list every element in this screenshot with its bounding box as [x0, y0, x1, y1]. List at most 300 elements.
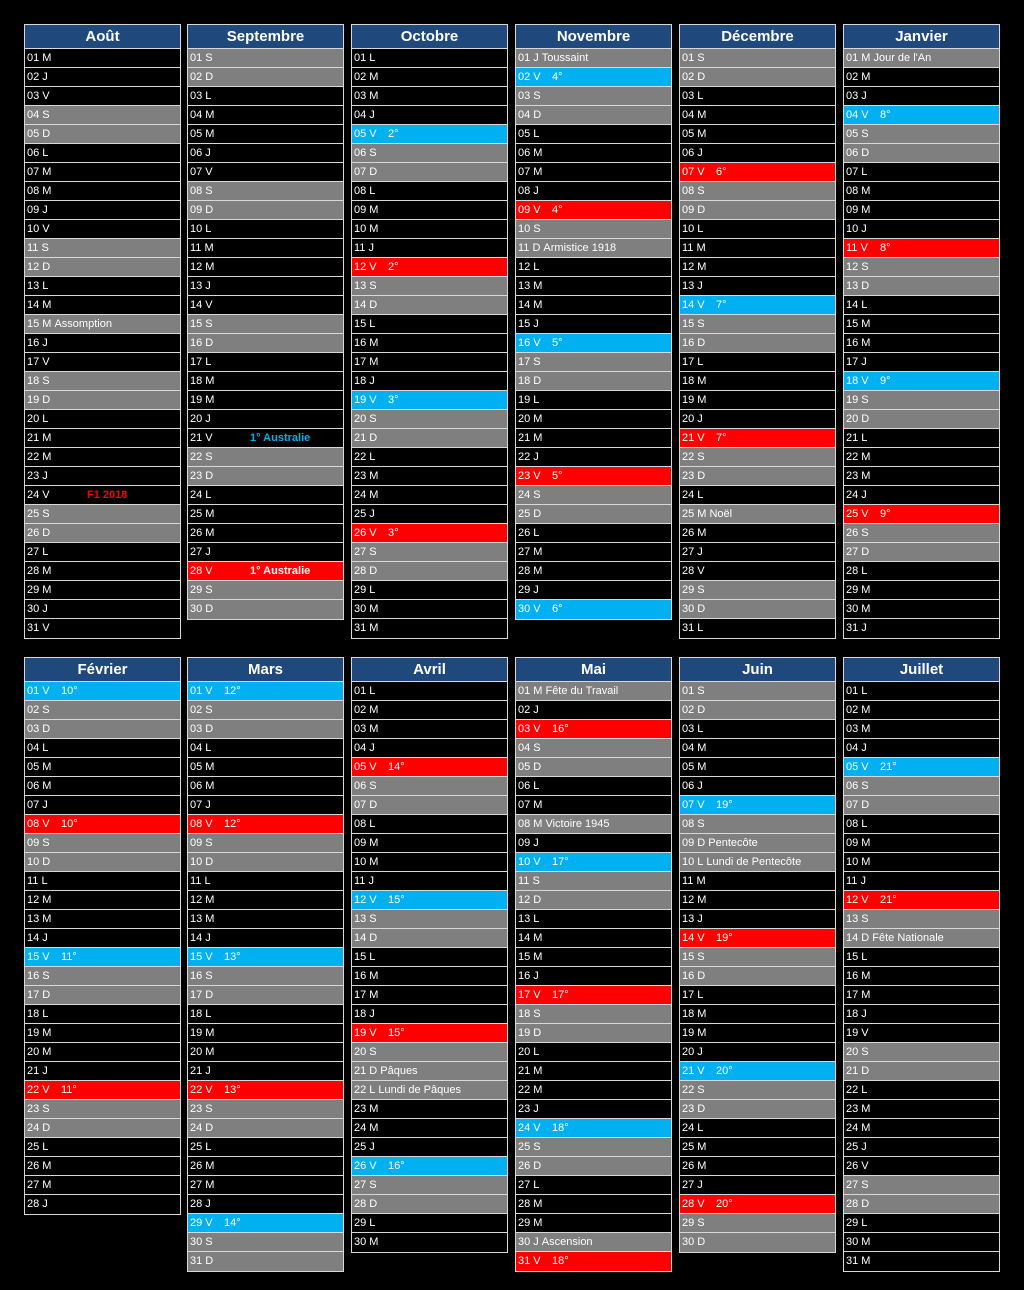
day-label: 06 L — [27, 147, 49, 159]
week-number: 7° — [716, 299, 727, 311]
day-label: 01 M — [27, 52, 52, 64]
day-row — [25, 201, 180, 220]
day-label: 25 D — [518, 508, 542, 520]
week-number: 4° — [552, 71, 563, 83]
day-row — [844, 1214, 999, 1233]
f1-season-label: F1 2018 — [87, 489, 128, 501]
day-row — [352, 277, 507, 296]
day-label: 14 M — [27, 299, 52, 311]
day-label: 04 J — [354, 109, 375, 121]
day-label: 21 V — [682, 1065, 705, 1077]
day-row — [516, 258, 671, 277]
day-label: 23 D — [682, 1103, 706, 1115]
holiday-name: Toussaint — [541, 52, 589, 64]
day-row — [516, 1252, 671, 1271]
day-label: 05 M — [27, 761, 52, 773]
month-title: Septembre — [188, 25, 343, 49]
day-label: 04 M — [682, 742, 707, 754]
week-number: 8° — [880, 109, 891, 121]
day-label: 20 S — [846, 1046, 869, 1058]
month-title: Février — [25, 658, 180, 682]
day-label: 14 V — [190, 299, 213, 311]
day-label: 12 M — [682, 261, 707, 273]
day-label: 02 J — [518, 704, 539, 716]
day-row — [516, 1119, 671, 1138]
day-row — [25, 777, 180, 796]
day-row — [188, 967, 343, 986]
day-label: 08 M — [27, 185, 52, 197]
day-label: 02 S — [190, 704, 213, 716]
day-row — [25, 315, 180, 334]
day-label: 10 D — [190, 856, 214, 868]
day-label: 05 M — [190, 761, 215, 773]
day-label: 26 M — [682, 1160, 707, 1172]
week-number: 6° — [716, 166, 727, 178]
day-label: 19 V — [354, 394, 377, 406]
week-number: 19° — [716, 932, 733, 944]
day-row — [844, 239, 999, 258]
day-label: 23 V — [518, 470, 541, 482]
day-label: 12 V — [354, 894, 377, 906]
day-label: 26 V — [846, 1160, 869, 1172]
day-row — [680, 353, 835, 372]
day-row — [352, 1214, 507, 1233]
day-label: 01 S — [190, 52, 213, 64]
day-label: 21 M — [518, 1065, 543, 1077]
day-row — [844, 720, 999, 739]
day-row — [188, 220, 343, 239]
day-row — [844, 1100, 999, 1119]
day-row — [516, 739, 671, 758]
day-row — [188, 334, 343, 353]
day-label: 24 M — [354, 489, 379, 501]
day-label: 19 M — [682, 394, 707, 406]
day-label: 27 S — [354, 546, 377, 558]
day-row — [680, 334, 835, 353]
day-label: 25 L — [27, 1141, 49, 1153]
day-row — [25, 163, 180, 182]
day-label: 09 M — [846, 837, 871, 849]
day-row — [680, 1195, 835, 1214]
day-row — [25, 581, 180, 600]
day-row — [844, 505, 999, 524]
day-label: 28 L — [846, 565, 868, 577]
day-row — [680, 872, 835, 891]
day-row — [680, 891, 835, 910]
day-label: 27 D — [846, 546, 870, 558]
day-row — [516, 701, 671, 720]
day-label: 23 D — [190, 470, 214, 482]
day-label: 15 V — [27, 951, 50, 963]
day-row — [680, 372, 835, 391]
day-row — [188, 853, 343, 872]
week-number: 14° — [224, 1217, 241, 1229]
day-row — [844, 524, 999, 543]
day-label: 02 V — [518, 71, 541, 83]
day-label: 22 L — [846, 1084, 868, 1096]
day-row — [352, 467, 507, 486]
event-label: 1° Australie — [250, 432, 311, 444]
day-row — [25, 682, 180, 701]
week-number: 15° — [388, 894, 405, 906]
day-row — [352, 581, 507, 600]
day-row — [844, 429, 999, 448]
day-label: 28 D — [846, 1198, 870, 1210]
day-row — [516, 1005, 671, 1024]
day-label: 26 M — [27, 1160, 52, 1172]
day-label: 22 V — [27, 1084, 50, 1096]
day-label: 07 D — [846, 799, 870, 811]
day-label: 10 L — [682, 223, 704, 235]
day-label: 02 D — [190, 71, 214, 83]
day-label: 08 S — [682, 185, 705, 197]
day-label: 10 L — [190, 223, 212, 235]
day-label: 04 L — [190, 742, 212, 754]
day-row — [680, 125, 835, 144]
day-label: 25 M — [682, 508, 707, 520]
day-label: 22 V — [190, 1084, 213, 1096]
day-label: 04 M — [682, 109, 707, 121]
month-2 — [351, 24, 508, 639]
day-row — [516, 220, 671, 239]
day-row — [844, 701, 999, 720]
day-label: 10 J — [846, 223, 867, 235]
day-label: 22 M — [27, 451, 52, 463]
day-row — [25, 372, 180, 391]
day-row — [516, 948, 671, 967]
day-row — [516, 1043, 671, 1062]
day-label: 04 V — [846, 109, 869, 121]
day-row — [516, 834, 671, 853]
day-label: 26 D — [518, 1160, 542, 1172]
day-label: 30 M — [846, 1236, 871, 1248]
day-label: 13 M — [190, 913, 215, 925]
day-row — [844, 1138, 999, 1157]
day-label: 24 D — [27, 1122, 51, 1134]
day-row — [844, 201, 999, 220]
day-row — [188, 581, 343, 600]
day-label: 07 V — [682, 166, 705, 178]
day-row — [352, 524, 507, 543]
day-row — [352, 796, 507, 815]
day-row — [844, 220, 999, 239]
day-row — [188, 1157, 343, 1176]
day-label: 27 L — [27, 546, 49, 558]
month-title: Juin — [680, 658, 835, 682]
day-row — [25, 815, 180, 834]
day-row — [188, 353, 343, 372]
month-1 — [187, 24, 344, 620]
day-row — [844, 448, 999, 467]
day-label: 10 D — [27, 856, 51, 868]
day-label: 15 S — [682, 951, 705, 963]
month-10 — [679, 657, 836, 1253]
day-label: 23 M — [354, 1103, 379, 1115]
day-label: 05 L — [518, 128, 540, 140]
day-row — [516, 201, 671, 220]
day-label: 22 L — [354, 451, 376, 463]
day-row — [844, 353, 999, 372]
day-row — [352, 296, 507, 315]
day-label: 21 V — [190, 432, 213, 444]
day-label: 19 V — [354, 1027, 377, 1039]
day-label: 07 J — [190, 799, 211, 811]
day-label: 21 D — [354, 1065, 378, 1077]
day-row — [516, 853, 671, 872]
holiday-name: Pâques — [380, 1065, 418, 1077]
day-row — [844, 619, 999, 638]
day-label: 10 L — [682, 856, 704, 868]
day-row — [188, 486, 343, 505]
day-label: 19 L — [518, 394, 540, 406]
week-number: 17° — [552, 856, 569, 868]
day-label: 30 J — [27, 603, 48, 615]
day-label: 20 J — [190, 413, 211, 425]
day-row — [844, 125, 999, 144]
day-label: 28 D — [354, 1198, 378, 1210]
day-label: 08 L — [846, 818, 868, 830]
day-row — [188, 910, 343, 929]
day-label: 03 L — [682, 90, 704, 102]
month-title: Décembre — [680, 25, 835, 49]
month-title: Janvier — [844, 25, 999, 49]
day-label: 18 D — [518, 375, 542, 387]
day-row — [516, 1233, 671, 1252]
day-row — [25, 986, 180, 1005]
day-row — [680, 182, 835, 201]
day-label: 19 M — [27, 1027, 52, 1039]
day-label: 22 L — [354, 1084, 376, 1096]
day-row — [352, 49, 507, 68]
day-row — [352, 1195, 507, 1214]
day-row — [25, 948, 180, 967]
day-row — [188, 1043, 343, 1062]
day-row — [352, 910, 507, 929]
day-label: 09 S — [190, 837, 213, 849]
day-label: 16 D — [682, 337, 706, 349]
day-label: 13 S — [846, 913, 869, 925]
day-row — [188, 600, 343, 619]
day-label: 06 M — [518, 147, 543, 159]
day-row — [188, 87, 343, 106]
day-row — [844, 1233, 999, 1252]
day-row — [516, 1100, 671, 1119]
day-label: 26 D — [27, 527, 51, 539]
day-label: 03 D — [190, 723, 214, 735]
day-label: 12 D — [27, 261, 51, 273]
week-number: 13° — [224, 1084, 241, 1096]
day-row — [25, 391, 180, 410]
day-label: 17 V — [518, 989, 541, 1001]
day-label: 23 J — [518, 1103, 539, 1115]
day-row — [844, 581, 999, 600]
day-label: 11 L — [27, 875, 48, 887]
day-row — [844, 1195, 999, 1214]
day-label: 13 S — [354, 280, 377, 292]
day-row — [25, 1119, 180, 1138]
day-label: 11 M — [682, 242, 706, 254]
day-row — [516, 986, 671, 1005]
day-row — [352, 258, 507, 277]
day-label: 17 D — [27, 989, 51, 1001]
day-label: 18 M — [190, 375, 215, 387]
day-label: 22 J — [518, 451, 539, 463]
day-label: 06 D — [846, 147, 870, 159]
day-row — [352, 1176, 507, 1195]
day-row — [680, 410, 835, 429]
day-row — [680, 49, 835, 68]
day-row — [352, 182, 507, 201]
day-label: 12 M — [682, 894, 707, 906]
day-row — [516, 106, 671, 125]
day-row — [680, 581, 835, 600]
day-row — [680, 448, 835, 467]
day-label: 07 M — [518, 166, 543, 178]
day-row — [680, 600, 835, 619]
day-row — [680, 1100, 835, 1119]
day-row — [188, 163, 343, 182]
day-row — [352, 505, 507, 524]
month-3 — [515, 24, 672, 620]
day-row — [25, 1138, 180, 1157]
day-label: 26 M — [190, 527, 215, 539]
day-row — [352, 815, 507, 834]
day-row — [25, 1062, 180, 1081]
day-label: 02 M — [846, 704, 871, 716]
day-label: 27 J — [682, 546, 703, 558]
day-row — [25, 524, 180, 543]
day-label: 29 S — [682, 1217, 705, 1229]
day-row — [25, 562, 180, 581]
week-number: 10° — [61, 685, 78, 697]
day-row — [844, 682, 999, 701]
day-label: 24 S — [518, 489, 541, 501]
day-label: 02 M — [354, 704, 379, 716]
day-row — [188, 1176, 343, 1195]
day-label: 01 S — [682, 685, 705, 697]
day-label: 09 M — [354, 837, 379, 849]
day-row — [352, 619, 507, 638]
day-row — [516, 239, 671, 258]
day-row — [516, 467, 671, 486]
day-row — [680, 1005, 835, 1024]
day-label: 20 L — [27, 413, 49, 425]
day-label: 29 L — [846, 1217, 868, 1229]
day-label: 03 D — [27, 723, 51, 735]
day-row — [680, 1081, 835, 1100]
day-row — [188, 429, 343, 448]
day-label: 06 L — [518, 780, 540, 792]
day-row — [844, 334, 999, 353]
day-row — [188, 410, 343, 429]
day-row — [25, 467, 180, 486]
day-row — [188, 720, 343, 739]
day-row — [516, 543, 671, 562]
day-label: 09 D — [682, 837, 706, 849]
day-row — [680, 1119, 835, 1138]
day-label: 14 D — [846, 932, 870, 944]
day-row — [188, 524, 343, 543]
day-row — [352, 68, 507, 87]
day-row — [844, 277, 999, 296]
day-row — [844, 600, 999, 619]
day-label: 07 V — [682, 799, 705, 811]
day-label: 15 M — [27, 318, 52, 330]
day-label: 06 S — [846, 780, 869, 792]
day-label: 13 J — [190, 280, 211, 292]
month-8 — [351, 657, 508, 1253]
day-row — [680, 758, 835, 777]
day-label: 11 V — [846, 242, 868, 254]
month-4 — [679, 24, 836, 639]
holiday-name: Noël — [709, 508, 733, 520]
day-row — [844, 1119, 999, 1138]
day-row — [844, 144, 999, 163]
day-label: 15 J — [518, 318, 539, 330]
day-label: 08 S — [682, 818, 705, 830]
month-title: Mai — [516, 658, 671, 682]
day-row — [352, 891, 507, 910]
day-row — [680, 910, 835, 929]
day-row — [516, 815, 671, 834]
day-label: 12 D — [518, 894, 542, 906]
month-6 — [24, 657, 181, 1215]
day-row — [25, 220, 180, 239]
day-row — [680, 524, 835, 543]
day-row — [352, 448, 507, 467]
day-label: 21 M — [518, 432, 543, 444]
day-row — [516, 163, 671, 182]
day-label: 28 J — [190, 1198, 211, 1210]
day-row — [25, 834, 180, 853]
day-row — [25, 106, 180, 125]
holiday-name: Ascension — [541, 1236, 593, 1248]
day-row — [680, 68, 835, 87]
day-row — [25, 87, 180, 106]
day-label: 29 M — [518, 1217, 543, 1229]
day-label: 16 S — [190, 970, 213, 982]
day-row — [352, 948, 507, 967]
day-row — [516, 777, 671, 796]
day-row — [188, 891, 343, 910]
day-row — [844, 891, 999, 910]
month-11 — [843, 657, 1000, 1272]
day-label: 03 V — [518, 723, 541, 735]
day-row — [680, 562, 835, 581]
day-row — [516, 448, 671, 467]
day-label: 22 M — [518, 1084, 543, 1096]
day-label: 03 L — [682, 723, 704, 735]
day-label: 17 S — [518, 356, 541, 368]
day-row — [844, 739, 999, 758]
day-row — [352, 1081, 507, 1100]
day-label: 23 M — [846, 470, 871, 482]
day-label: 04 S — [27, 109, 50, 121]
day-label: 25 V — [846, 508, 869, 520]
day-row — [352, 1100, 507, 1119]
day-label: 13 L — [27, 280, 49, 292]
day-row — [680, 815, 835, 834]
day-row — [516, 125, 671, 144]
day-label: 05 D — [27, 128, 51, 140]
day-label: 03 V — [27, 90, 50, 102]
day-row — [680, 777, 835, 796]
day-label: 06 M — [190, 780, 215, 792]
day-label: 11 S — [518, 875, 540, 887]
day-row — [680, 986, 835, 1005]
day-row — [516, 524, 671, 543]
day-label: 31 M — [846, 1255, 871, 1267]
